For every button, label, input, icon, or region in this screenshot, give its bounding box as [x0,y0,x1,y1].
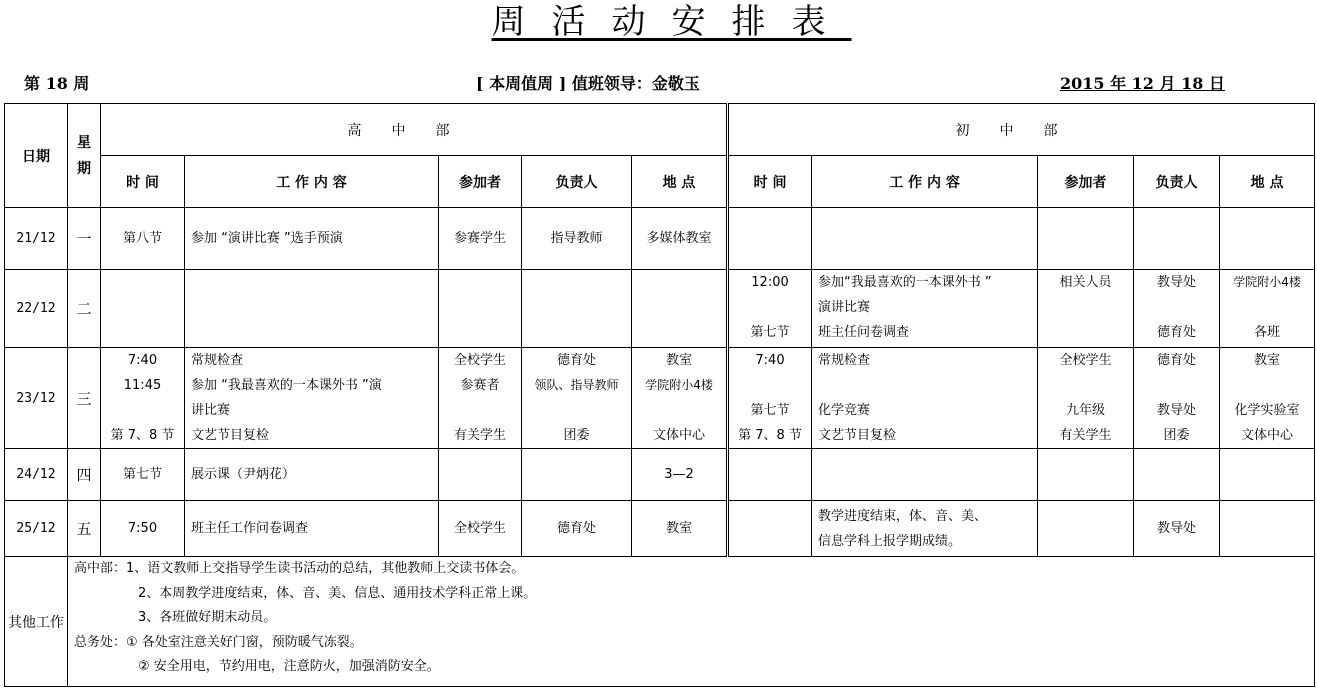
document-date: 2015 年 12 月 18 日 [1060,74,1225,93]
ms-content-cell [812,270,1038,348]
hs-responsible-cell [522,501,632,557]
ms-time-cell [728,501,812,557]
ms-time-header: 时 间 [728,156,812,208]
hs-location-line: 3—2 [664,467,694,482]
ms-content-line: 参加“我最喜欢的一本课外书 ” [818,275,992,290]
week-number: 第 18 周 [24,74,90,93]
row-date: 21/12 [5,208,68,270]
hs-time-header: 时 间 [101,156,185,208]
ms-content-line: 演讲比赛 [818,300,871,315]
hs-participants-line: 有关学生 [453,428,506,443]
row-date: 22/12 [5,270,68,348]
ms-time-line: 7:40 [755,353,785,368]
hs-content-cell [185,348,439,449]
ms-responsible-line: 教导处 [1157,521,1197,536]
ms-participants-line [1038,516,1133,541]
ms-time-line: 第七节 [750,325,790,340]
row-date: 24/12 [5,449,68,501]
hs-time-cell [101,348,185,449]
ms-time-line: 第七节 [750,403,790,418]
row-weekday: 三 [68,348,101,449]
ms-content-line: 班主任问卷调查 [818,325,910,340]
ms-location-line: 学院附小4楼 [1233,275,1301,289]
ms-location-cell [1220,348,1315,449]
page-title: 周活动安排表 [491,2,852,42]
other-work-line: 高中部：1、语文教师上交指导学生读书活动的总结，其他教师上交读书体会。 [74,561,525,576]
ms-responsible-line: 德育处 [1157,353,1197,368]
hs-time-line: 第 7、8 节 [110,428,175,443]
hs-responsible-line: 团委 [563,428,590,443]
hs-time-cell [101,270,185,348]
ms-participants-header: 参加者 [1038,156,1134,208]
ms-responsible-header: 负责人 [1134,156,1220,208]
ms-participants-cell [1038,449,1134,501]
hs-time-line: 11:45 [123,378,162,393]
hs-location-header: 地 点 [632,156,728,208]
high-school-header: 高中部 [101,104,728,156]
hs-location-line [632,398,726,423]
hs-time-cell [101,208,185,270]
ms-time-line [729,373,811,398]
hs-time-line: 7:40 [127,353,158,368]
hs-participants-cell [439,270,522,348]
ms-participants-line: 九年级 [1066,403,1106,418]
schedule-row [5,348,1315,449]
ms-time-cell [728,449,812,501]
hs-responsible-line: 德育处 [556,521,596,536]
ms-participants-cell [1038,270,1134,348]
hs-responsible-line: 领队、指导教师 [534,378,619,392]
row-weekday: 一 [68,208,101,270]
hs-content-line: 参加 “演讲比赛 ”选手预演 [191,231,343,246]
hs-location-line: 教室 [666,353,693,368]
ms-time-line [729,295,811,320]
hs-participants-line [439,462,521,487]
ms-content-cell [812,449,1038,501]
ms-content-cell [812,208,1038,270]
ms-content-cell [812,348,1038,449]
hs-participants-line: 全校学生 [453,521,506,536]
ms-location-line: 各班 [1254,325,1281,340]
ms-responsible-line: 德育处 [1157,325,1197,340]
ms-content-line [818,373,1037,398]
hs-content-line: 展示课（尹炳花） [191,467,296,482]
ms-location-line [1220,373,1314,398]
ms-time-line [729,516,811,541]
schedule-row [5,270,1315,348]
middle-school-header: 初中部 [728,104,1315,156]
row-weekday: 四 [68,449,101,501]
ms-content-line: 教学进度结束，体、音、美、 [818,508,988,524]
hs-responsible-cell [522,270,632,348]
hs-time-cell [101,501,185,557]
row-weekday: 二 [68,270,101,348]
hs-content-line: 班主任工作问卷调查 [191,521,309,536]
hs-responsible-cell [522,208,632,270]
ms-content-line: 信息学科上报学期成绩。 [818,533,962,549]
ms-content-cell [812,501,1038,557]
ms-content-line: 文艺节目复检 [818,428,897,443]
ms-responsible-line: 团委 [1163,428,1190,443]
ms-responsible-cell [1134,449,1220,501]
row-weekday: 五 [68,501,101,557]
other-work-label: 其他工作 [5,557,68,687]
ms-participants-line [1038,295,1133,320]
hs-content-cell [185,501,439,557]
schedule-row [5,501,1315,557]
hs-location-cell [632,501,728,557]
hs-responsible-line: 德育处 [556,353,596,368]
hs-location-cell [632,208,728,270]
ms-content-header: 工 作 内 容 [812,156,1038,208]
hs-location-line: 学院附小4楼 [645,378,713,392]
row-date: 23/12 [5,348,68,449]
ms-participants-line: 有关学生 [1059,428,1112,443]
ms-location-line [1220,295,1314,320]
ms-time-line: 第 7、8 节 [738,428,802,443]
other-work-line: 总务处：① 各处室注意关好门窗，预防暖气冻裂。 [74,634,363,650]
hs-time-line: 7:50 [127,521,158,536]
hs-content-line: 讲比赛 [191,403,231,418]
ms-participants-line [1038,373,1133,398]
ms-time-cell [728,348,812,449]
hs-responsible-header: 负责人 [522,156,632,208]
ms-time-cell [728,270,812,348]
hs-content-cell [185,208,439,270]
hs-content-header: 工 作 内 容 [185,156,439,208]
hs-responsible-line [522,398,631,423]
hs-content-cell [185,449,439,501]
hs-location-line: 教室 [666,521,693,536]
hs-location-cell [632,348,728,449]
ms-content-line: 化学竞赛 [818,403,871,418]
hs-responsible-line: 指导教师 [550,231,603,246]
hs-participants-line [439,398,521,423]
ms-participants-line [1038,320,1133,345]
ms-responsible-line [1134,295,1219,320]
other-work-content [68,557,1315,687]
schedule-row [5,449,1315,501]
hs-responsible-cell [522,449,632,501]
hs-time-cell [101,449,185,501]
hs-participants-line: 参赛学生 [453,231,506,246]
ms-location-line: 文体中心 [1241,428,1294,443]
ms-content-line: 常规检查 [818,353,871,368]
ms-responsible-cell [1134,501,1220,557]
hs-location-line: 文体中心 [653,428,706,443]
ms-participants-line: 相关人员 [1059,275,1112,290]
hs-participants-cell [439,208,522,270]
ms-participants-cell [1038,501,1134,557]
row-date: 25/12 [5,501,68,557]
hs-responsible-line [522,462,631,487]
hs-participants-cell [439,501,522,557]
ms-participants-cell [1038,208,1134,270]
hs-time-line: 第八节 [122,231,162,246]
hs-participants-header: 参加者 [439,156,522,208]
other-work-line: 2、本周教学进度结束，体、音、美、信息、通用技术学科正常上课。 [138,585,537,601]
hs-participants-line: 参赛者 [460,378,500,393]
ms-responsible-cell [1134,208,1220,270]
ms-responsible-cell [1134,348,1220,449]
hs-content-line: 常规检查 [191,353,244,368]
ms-responsible-line: 教导处 [1157,275,1197,290]
ms-location-header: 地 点 [1220,156,1315,208]
ms-location-cell [1220,501,1315,557]
schedule-row [5,208,1315,270]
ms-location-cell [1220,270,1315,348]
ms-location-line [1220,516,1314,541]
other-work-line: 3、各班做好期末动员。 [138,610,277,626]
schedule-table [4,103,1315,687]
ms-location-cell [1220,208,1315,270]
ms-time-cell [728,208,812,270]
hs-participants-cell [439,348,522,449]
hs-location-cell [632,449,728,501]
hs-content-cell [185,270,439,348]
ms-location-line: 教室 [1254,353,1281,368]
col-date-header: 日期 [5,104,68,208]
duty-leader: [ 本周值周 ] 值班领导：金敬玉 [476,74,700,93]
ms-participants-line: 全校学生 [1059,353,1112,368]
hs-time-line [101,398,184,423]
other-work-line: ② 安全用电，节约用电，注意防火，加强消防安全。 [138,659,440,675]
hs-content-line: 参加 “我最喜欢的一本课外书 ”演 [191,378,382,393]
hs-content-line: 文艺节目复检 [191,428,270,443]
hs-participants-cell [439,449,522,501]
hs-responsible-cell [522,348,632,449]
hs-location-line: 多媒体教室 [646,231,712,246]
hs-time-line: 第七节 [122,467,162,482]
ms-participants-cell [1038,348,1134,449]
ms-location-cell [1220,449,1315,501]
ms-location-line: 化学实验室 [1234,403,1300,418]
hs-participants-line: 全校学生 [453,353,506,368]
col-weekday-header: 星期 [68,104,101,208]
ms-responsible-line [1134,373,1219,398]
ms-time-line: 12:00 [751,275,789,290]
ms-responsible-cell [1134,270,1220,348]
ms-responsible-line: 教导处 [1157,403,1197,418]
hs-location-cell [632,270,728,348]
